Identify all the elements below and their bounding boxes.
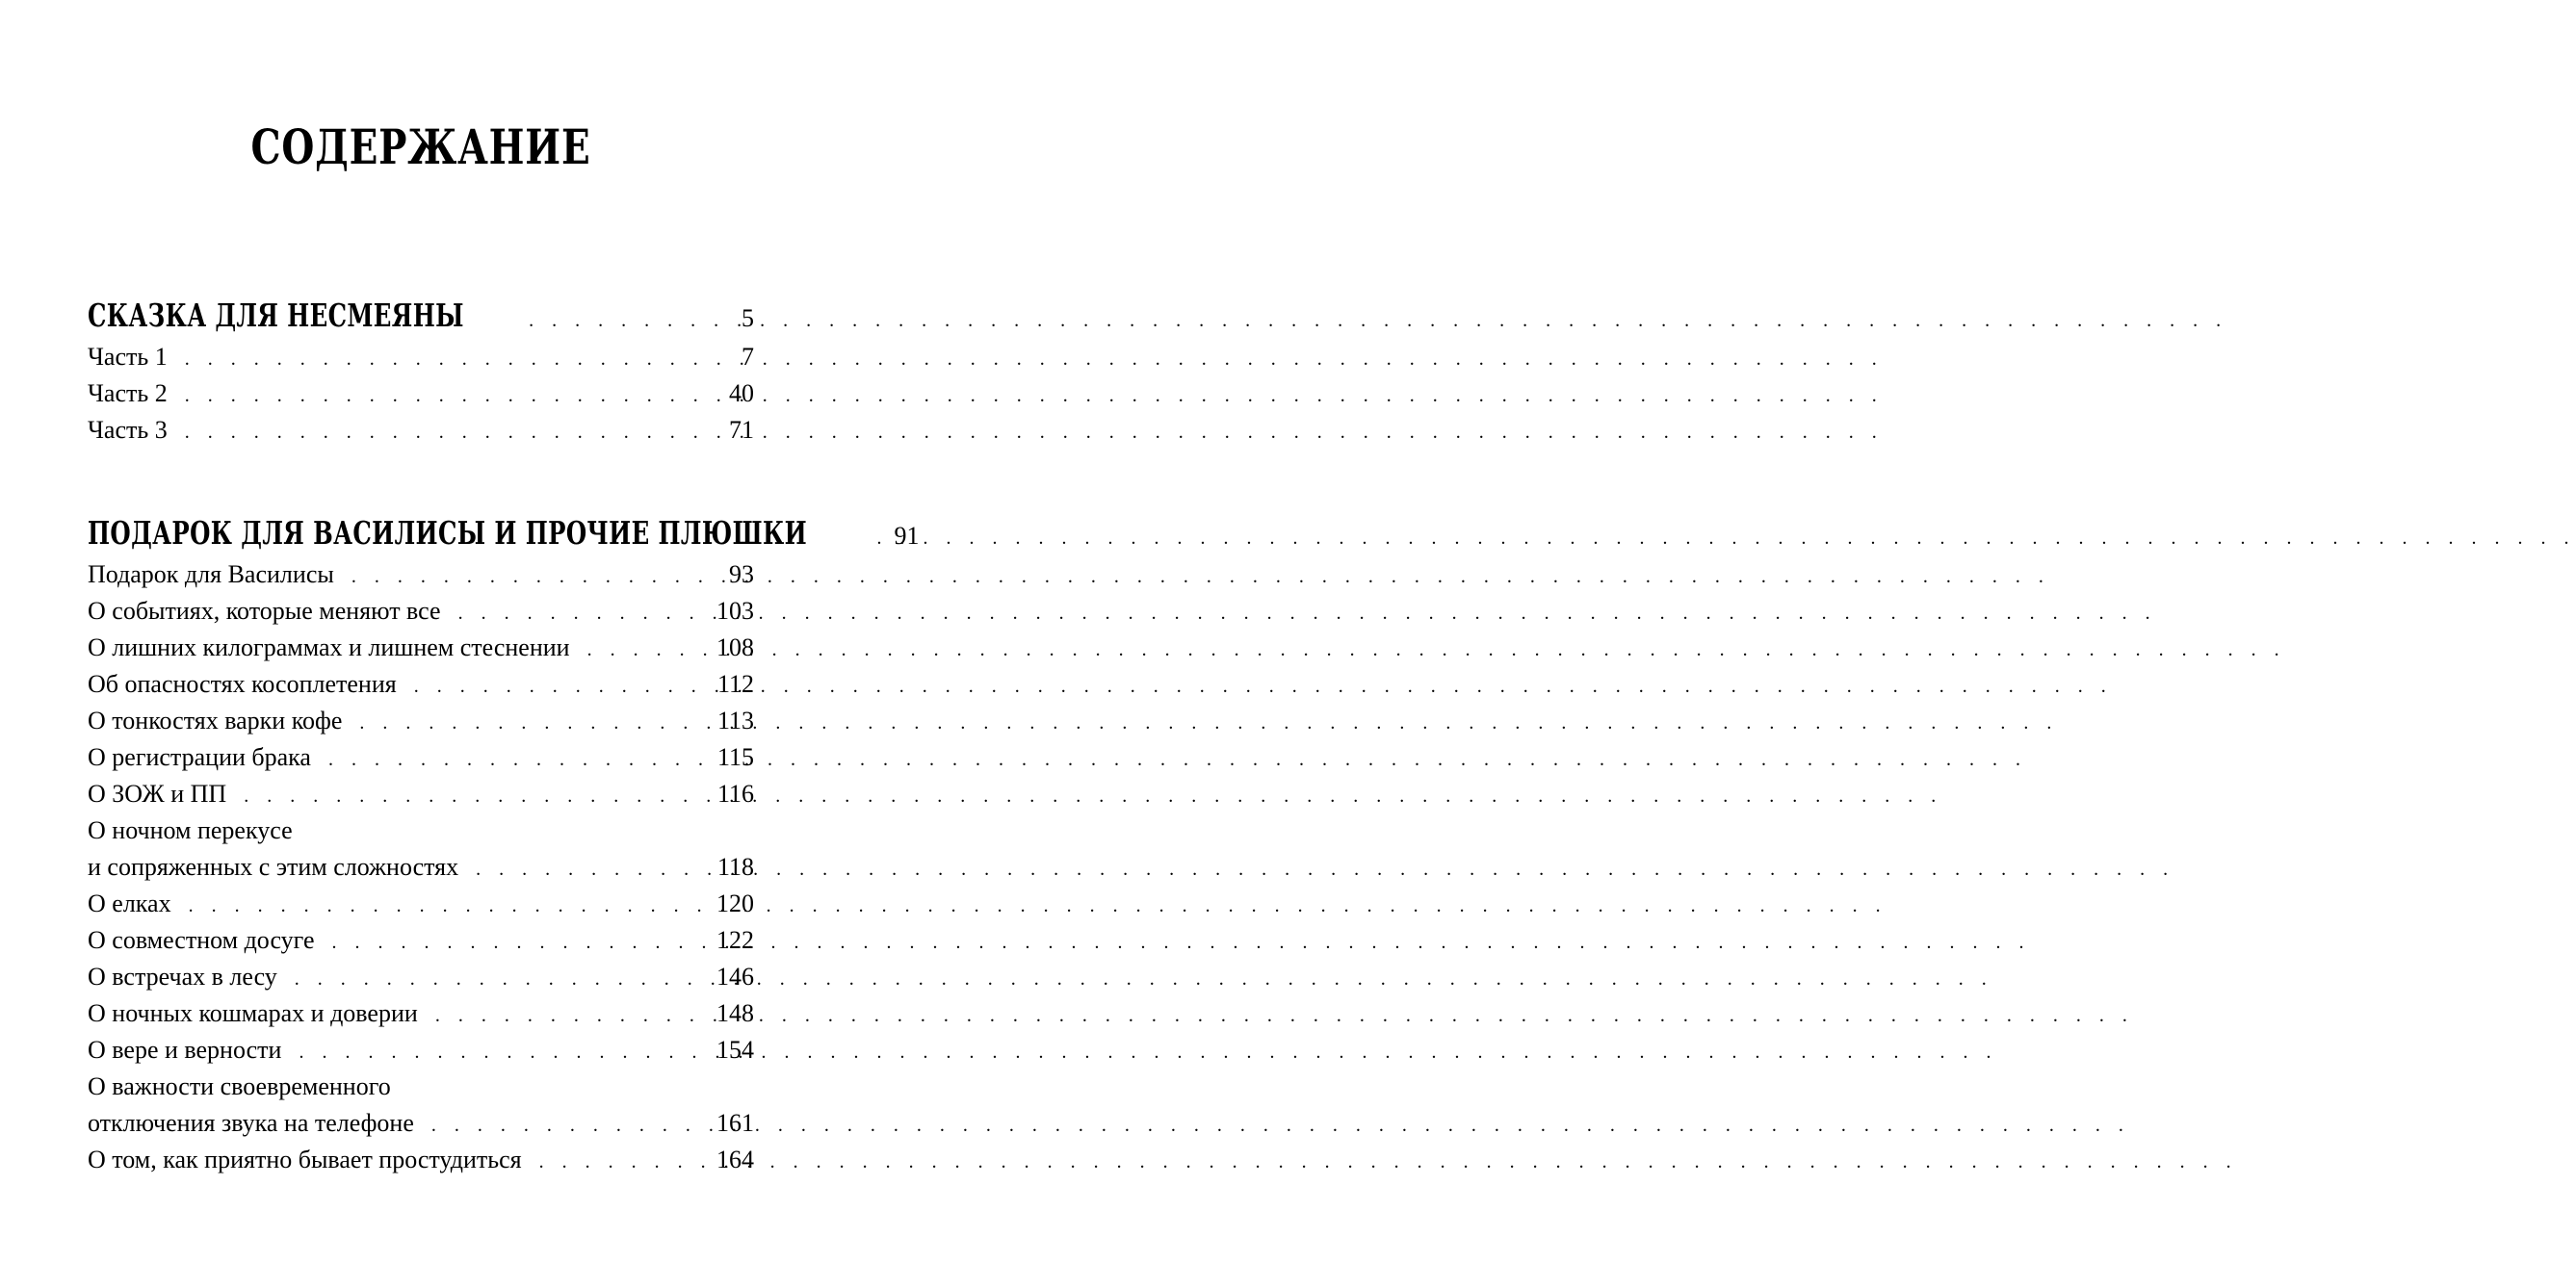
toc-entry[interactable] <box>88 1105 754 1142</box>
toc-entry-label: О ЗОЖ и ПП <box>88 780 227 808</box>
toc-entry-label: О елках <box>88 889 171 917</box>
toc-entry-label: О тонкостях варки кофе <box>88 707 343 735</box>
toc-page-number: 103 <box>716 597 754 625</box>
toc-entry-label: О лишних килограммах и лишнем стеснении <box>88 633 570 661</box>
toc-page-number: 113 <box>716 707 754 735</box>
toc-page-number: 112 <box>716 670 754 698</box>
toc-entry[interactable] <box>88 739 754 776</box>
dot-leader <box>877 515 887 561</box>
toc-entry[interactable] <box>88 886 754 922</box>
dot-leader <box>359 705 710 741</box>
dot-leader <box>295 961 709 997</box>
toc-page-number: 122 <box>716 926 754 954</box>
toc-heading-label: ПОДАРОК ДЛЯ ВАСИЛИСЫ И ПРОЧИЕ ПЛЮШКИ <box>88 514 808 552</box>
dot-leader <box>587 632 709 668</box>
toc-entry[interactable] <box>88 995 754 1032</box>
toc-heading-row[interactable] <box>88 510 920 556</box>
toc-page-number: 5 <box>742 304 754 332</box>
toc-entry-label: отключения звука на телефоне <box>88 1109 414 1137</box>
page-title: СОДЕРЖАНИЕ <box>250 118 591 175</box>
toc-entry[interactable] <box>88 959 754 995</box>
dot-leader <box>351 558 721 595</box>
toc-entry[interactable] <box>88 339 754 375</box>
toc-entry-label: О событиях, которые меняют все <box>88 597 441 625</box>
toc-page-number: 7 <box>742 343 754 371</box>
dot-leader <box>435 997 709 1034</box>
toc-entry[interactable] <box>88 593 754 630</box>
toc-entry[interactable] <box>88 776 754 812</box>
dot-leader <box>299 1034 709 1070</box>
toc-entry-label: О совместном досуге <box>88 926 315 954</box>
dot-leader <box>529 297 734 344</box>
toc-page-number: 93 <box>729 560 754 588</box>
toc-heading-label: СКАЗКА ДЛЯ НЕСМЕЯНЫ <box>88 296 464 334</box>
toc-page-number: 120 <box>716 889 754 917</box>
dot-leader <box>539 1144 709 1180</box>
toc-entry-label: О важности своевременного <box>88 1072 391 1100</box>
toc-entry-label: О ночных кошмарах и доверии <box>88 999 418 1027</box>
toc-entry-label: О регистрации брака <box>88 743 311 771</box>
dot-leader <box>476 851 710 888</box>
toc-page-number: 164 <box>716 1146 754 1173</box>
toc-entry[interactable] <box>88 1069 754 1105</box>
toc-page-number: 146 <box>716 963 754 991</box>
toc-entry[interactable] <box>88 849 754 886</box>
toc-page-number: 148 <box>716 999 754 1027</box>
toc-page-number: 91 <box>894 522 920 550</box>
toc-page-number: 108 <box>716 633 754 661</box>
toc-page-number: 116 <box>716 780 754 808</box>
dot-leader <box>185 341 734 377</box>
toc-page-number: 118 <box>716 853 754 881</box>
toc-entry[interactable] <box>88 812 754 849</box>
toc-entry-label: Об опасностях косоплетения <box>88 670 397 698</box>
toc-entry-label: Подарок для Василисы <box>88 560 334 588</box>
toc-entry[interactable] <box>88 703 754 739</box>
toc-entry-label: О ночном перекусе <box>88 816 293 844</box>
toc-section-2 <box>88 510 920 1178</box>
toc-entry[interactable] <box>88 666 754 703</box>
toc-entry-label: Часть 2 <box>88 379 168 407</box>
dot-leader <box>458 595 709 632</box>
toc-page-number: 161 <box>716 1109 754 1137</box>
toc-section-1 <box>88 293 754 449</box>
toc-entry[interactable] <box>88 375 754 412</box>
dot-leader <box>431 1107 709 1144</box>
toc-entry[interactable] <box>88 1032 754 1069</box>
toc-entry[interactable] <box>88 1142 754 1178</box>
toc-entry-label: О том, как приятно бывает простудиться <box>88 1146 522 1173</box>
book-page <box>0 0 920 1263</box>
toc-entry[interactable] <box>88 556 754 593</box>
dot-leader <box>189 888 709 924</box>
toc-page-number: 71 <box>729 416 754 444</box>
toc-entry[interactable] <box>88 630 754 666</box>
toc-page-number: 154 <box>716 1036 754 1064</box>
toc-entry[interactable] <box>88 922 754 959</box>
dot-leader <box>244 778 710 814</box>
dot-leader <box>332 924 710 961</box>
toc-entry-label: Часть 1 <box>88 343 168 371</box>
toc-entry-label: и сопряженных с этим сложностях <box>88 853 459 881</box>
toc-entry-label: Часть 3 <box>88 416 168 444</box>
dot-leader <box>328 741 710 778</box>
toc-page-number: 115 <box>716 743 754 771</box>
toc-heading-row[interactable] <box>88 293 754 339</box>
toc-page-number: 40 <box>729 379 754 407</box>
dot-leader <box>414 668 710 705</box>
dot-leader <box>185 377 721 414</box>
toc-entry-label: О встречах в лесу <box>88 963 277 991</box>
dot-leader <box>185 414 721 451</box>
toc-entry-label: О вере и верности <box>88 1036 282 1064</box>
toc-entry[interactable] <box>88 412 754 449</box>
